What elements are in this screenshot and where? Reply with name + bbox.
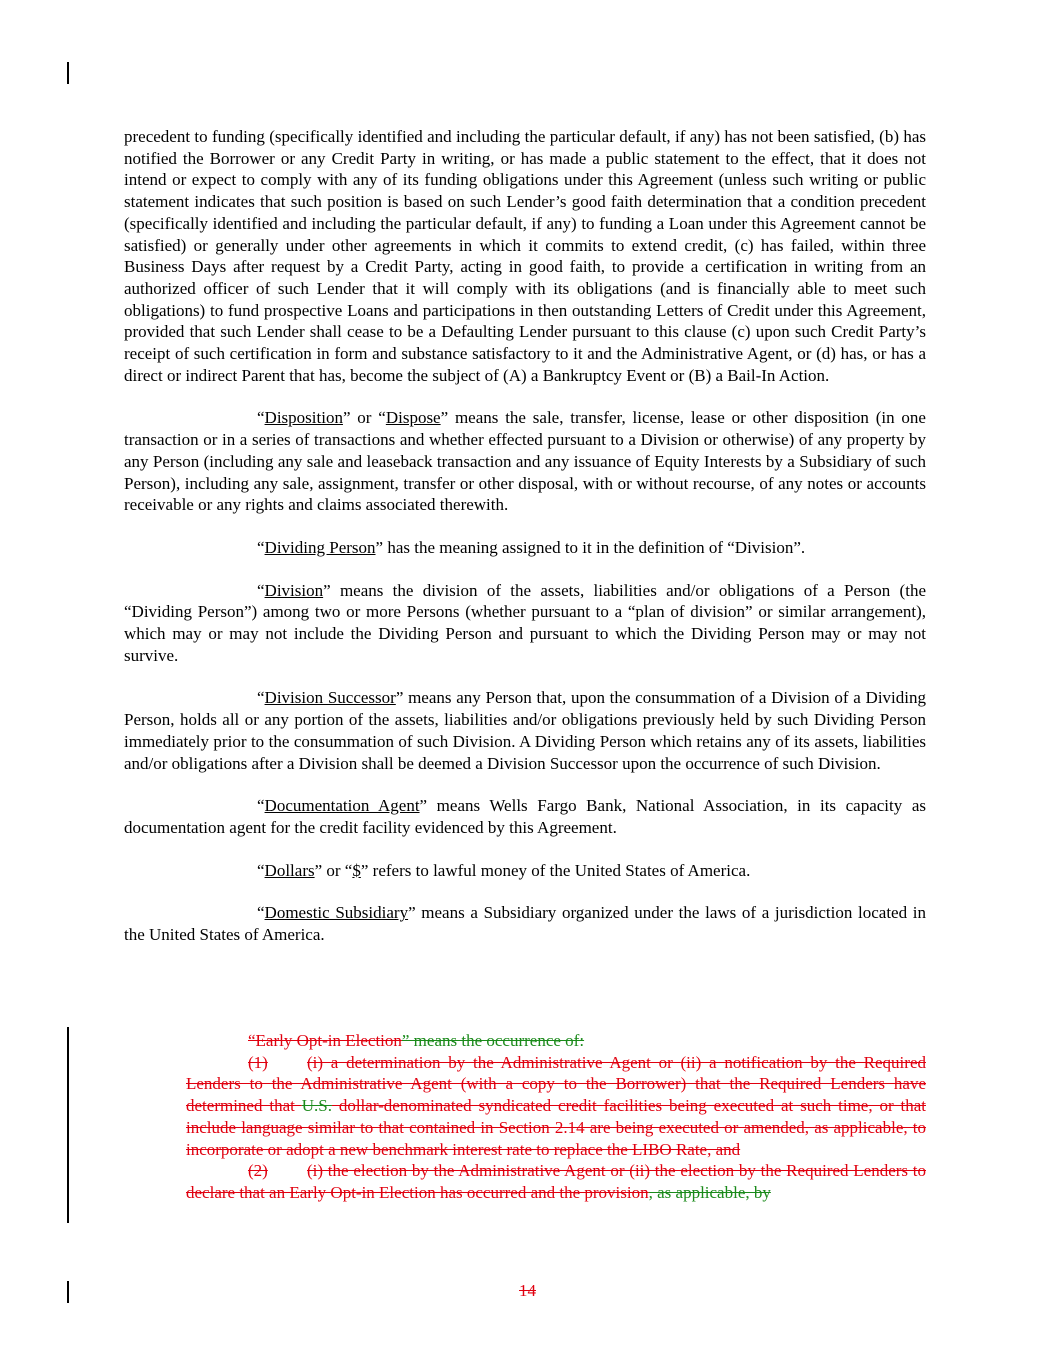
defined-term: Domestic Subsidiary <box>264 903 409 923</box>
page-number: 14 <box>519 1281 536 1300</box>
defined-term: Dividing Person <box>264 537 376 557</box>
defined-term: Division Successor <box>264 688 396 708</box>
deleted-item-1: (1) (i) a determination by the Administrative Agent or (ii) a notification by the Required Lenders to the Administrative Agent (with a copy to the Borrower) that the Required Lenders have determined that U.S. dollar-denominated syndicated credit facilities being executed at such time, or that include language similar to that contained in Section 2.14 are being executed or amended, as applicable, to incorporate or adopt a new benchmark interest rate to replace the LIBO Rate, and <box>186 1052 926 1159</box>
change-bar <box>67 62 69 84</box>
defined-term: Documentation Agent <box>264 796 420 816</box>
definition-dividing-person: “Dividing Person” has the meaning assigned to it in the definition of “Division”. <box>257 537 806 557</box>
deleted-definition-early-opt-in <box>186 1030 926 1204</box>
definition-division: “Division” means the division of the assets, liabilities and/or obligations of a Person (the “Dividing Person”) among two or more Persons (whether pursuant to a “plan of division” or similar arrangement), which may or may not include the Dividing Person and pursuant to which the Dividing Person may or may not survive. <box>124 580 926 665</box>
defaulting-lender-continuation: precedent to funding (specifically identified and including the particular default, if any) has not been satisfied, (b) has notified the Borrower or any Credit Party in writing, or has made a public statement to the effect, that it does not intend or expect to comply with any of its funding obligations under this Agreement (unless such writing or public statement indicates that such position is based on such Lender’s good faith determination that a condition precedent (specifically identified and including the particular default, if any) to funding a Loan under this Agreement cannot be satisfied) or generally under other agreements in which it commits to extend credit, (c) has failed, within three Business Days after request by a Credit Party, acting in good faith, to provide a certification in writing from an authorized officer of such Lender that it will comply with its obligations (and is financially able to meet such obligations) to fund prospective Loans and participations in then outstanding Letters of Credit under this Agreement, provided that such Lender shall cease to be a Defaulting Lender pursuant to this clause (c) upon such Credit Party’s receipt of such certification in form and substance satisfactory to it and the Administrative Agent, or (d) has, or has a direct or indirect Parent that has, become the subject of (A) a Bankruptcy Event or (B) a Bail-In Action. <box>124 127 926 385</box>
definition-documentation-agent: “Documentation Agent” means Wells Fargo Bank, National Association, in its capacity as documentation agent for the credit facility evidenced by this Agreement. <box>124 796 926 837</box>
defined-term: Disposition <box>264 408 343 428</box>
definition-domestic-subsidiary: “Domestic Subsidiary” means a Subsidiary organized under the laws of a jurisdiction located in the United States of America. <box>124 903 926 945</box>
definitions-body <box>124 126 926 967</box>
definition-division-successor: “Division Successor” means any Person that, upon the consummation of a Division of a Dividing Person, holds all or any portion of the assets, liabilities and/or obligations previously held by such Dividing Person immediately prior to the consummation of such Division. A Dividing Person which retains any of its assets, liabilities and/or obligations after a Division shall be deemed a Division Successor upon the occurrence of such Division. <box>124 688 926 773</box>
change-bar <box>67 1027 69 1223</box>
deleted-item-2: (2) (i) the election by the Administrative Agent or (ii) the election by the Required Lenders to declare that an Early Opt-in Election has occurred and the provision, as applicable, by <box>186 1161 926 1202</box>
definition-disposition: “Disposition” or “Dispose” means the sale, transfer, license, lease or other disposition (in one transaction or in a series of transactions and whether effected pursuant to a Division or otherwise) of any property by any Person (including any sale and leaseback transaction and any issuance of Equity Interests by a Subsidiary of such Person), including any sale, assignment, transfer or other disposal, with or without recourse, of any notes or accounts receivable or any rights and claims associated therewith. <box>124 408 926 515</box>
defined-term: $ <box>352 860 361 880</box>
defined-term: Dollars <box>264 860 315 880</box>
definition-dollars: “Dollars” or “$” refers to lawful money of the United States of America. <box>257 860 751 880</box>
deleted-heading: “Early Opt-in Election” means the occurrence of: <box>248 1031 585 1050</box>
defined-term: Division <box>264 580 324 600</box>
defined-term: Dispose <box>385 408 441 428</box>
